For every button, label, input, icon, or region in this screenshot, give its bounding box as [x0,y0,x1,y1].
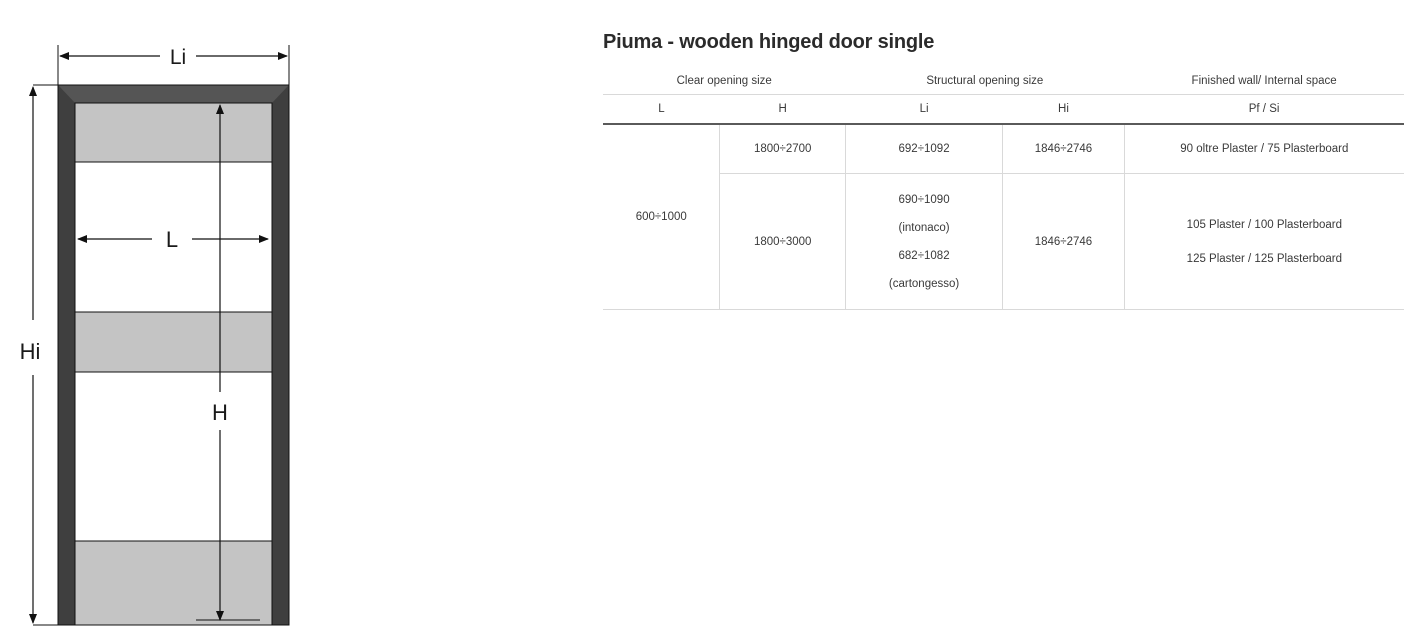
cell-li-line-2: (intonaco) [898,221,950,234]
cell-li-line-3: 682÷1082 [898,249,950,262]
dimension-hi [20,85,60,625]
cell-li-range-2 [845,174,1002,310]
cell-h-range-2: 1800÷3000 [720,174,845,310]
door-frame [58,85,289,625]
table-group-header-row [603,68,1404,95]
cell-li-line-4: (cartongesso) [888,277,960,290]
cell-li-line-1: 692÷1092 [898,143,950,155]
table-column-header-row [603,95,1404,125]
label-hi: Hi [19,339,41,364]
cell-pf-line-2: 125 Plaster / 125 Plasterboard [1186,252,1343,265]
column-header-pf-si: Pf / Si [1124,95,1404,125]
cell-pf-si-2 [1124,174,1404,310]
column-header-hi: Hi [1003,95,1124,125]
group-header-structural-opening: Structural opening size [845,68,1124,95]
cell-hi-range-2: 1846÷2746 [1003,174,1124,310]
dimension-li [58,45,289,88]
group-header-finished-wall: Finished wall/ Internal space [1124,68,1404,95]
table-row [603,174,1404,310]
cell-h-range-1: 1800÷2700 [720,124,845,174]
cell-l-range: 600÷1000 [603,124,720,310]
cell-pf-line-1: 90 oltre Plaster / 75 Plasterboard [1180,143,1349,155]
door-technical-drawing [0,0,600,628]
cell-li-line-1: 690÷1090 [898,193,950,206]
label-l: L [165,227,179,252]
cell-li-range-1 [845,124,1002,174]
cell-pf-si-1 [1124,124,1404,174]
label-li: Li [169,46,187,69]
column-header-l: L [603,95,720,125]
column-header-li: Li [845,95,1002,125]
label-h: H [212,400,228,425]
table-row [603,124,1404,174]
column-header-h: H [720,95,845,125]
spec-table [603,68,1404,310]
page-title: Piuma - wooden hinged door single [603,31,935,53]
cell-pf-line-1: 105 Plaster / 100 Plasterboard [1186,218,1343,231]
group-header-clear-opening: Clear opening size [603,68,845,95]
spec-panel [603,0,1404,628]
cell-hi-range-1: 1846÷2746 [1003,124,1124,174]
